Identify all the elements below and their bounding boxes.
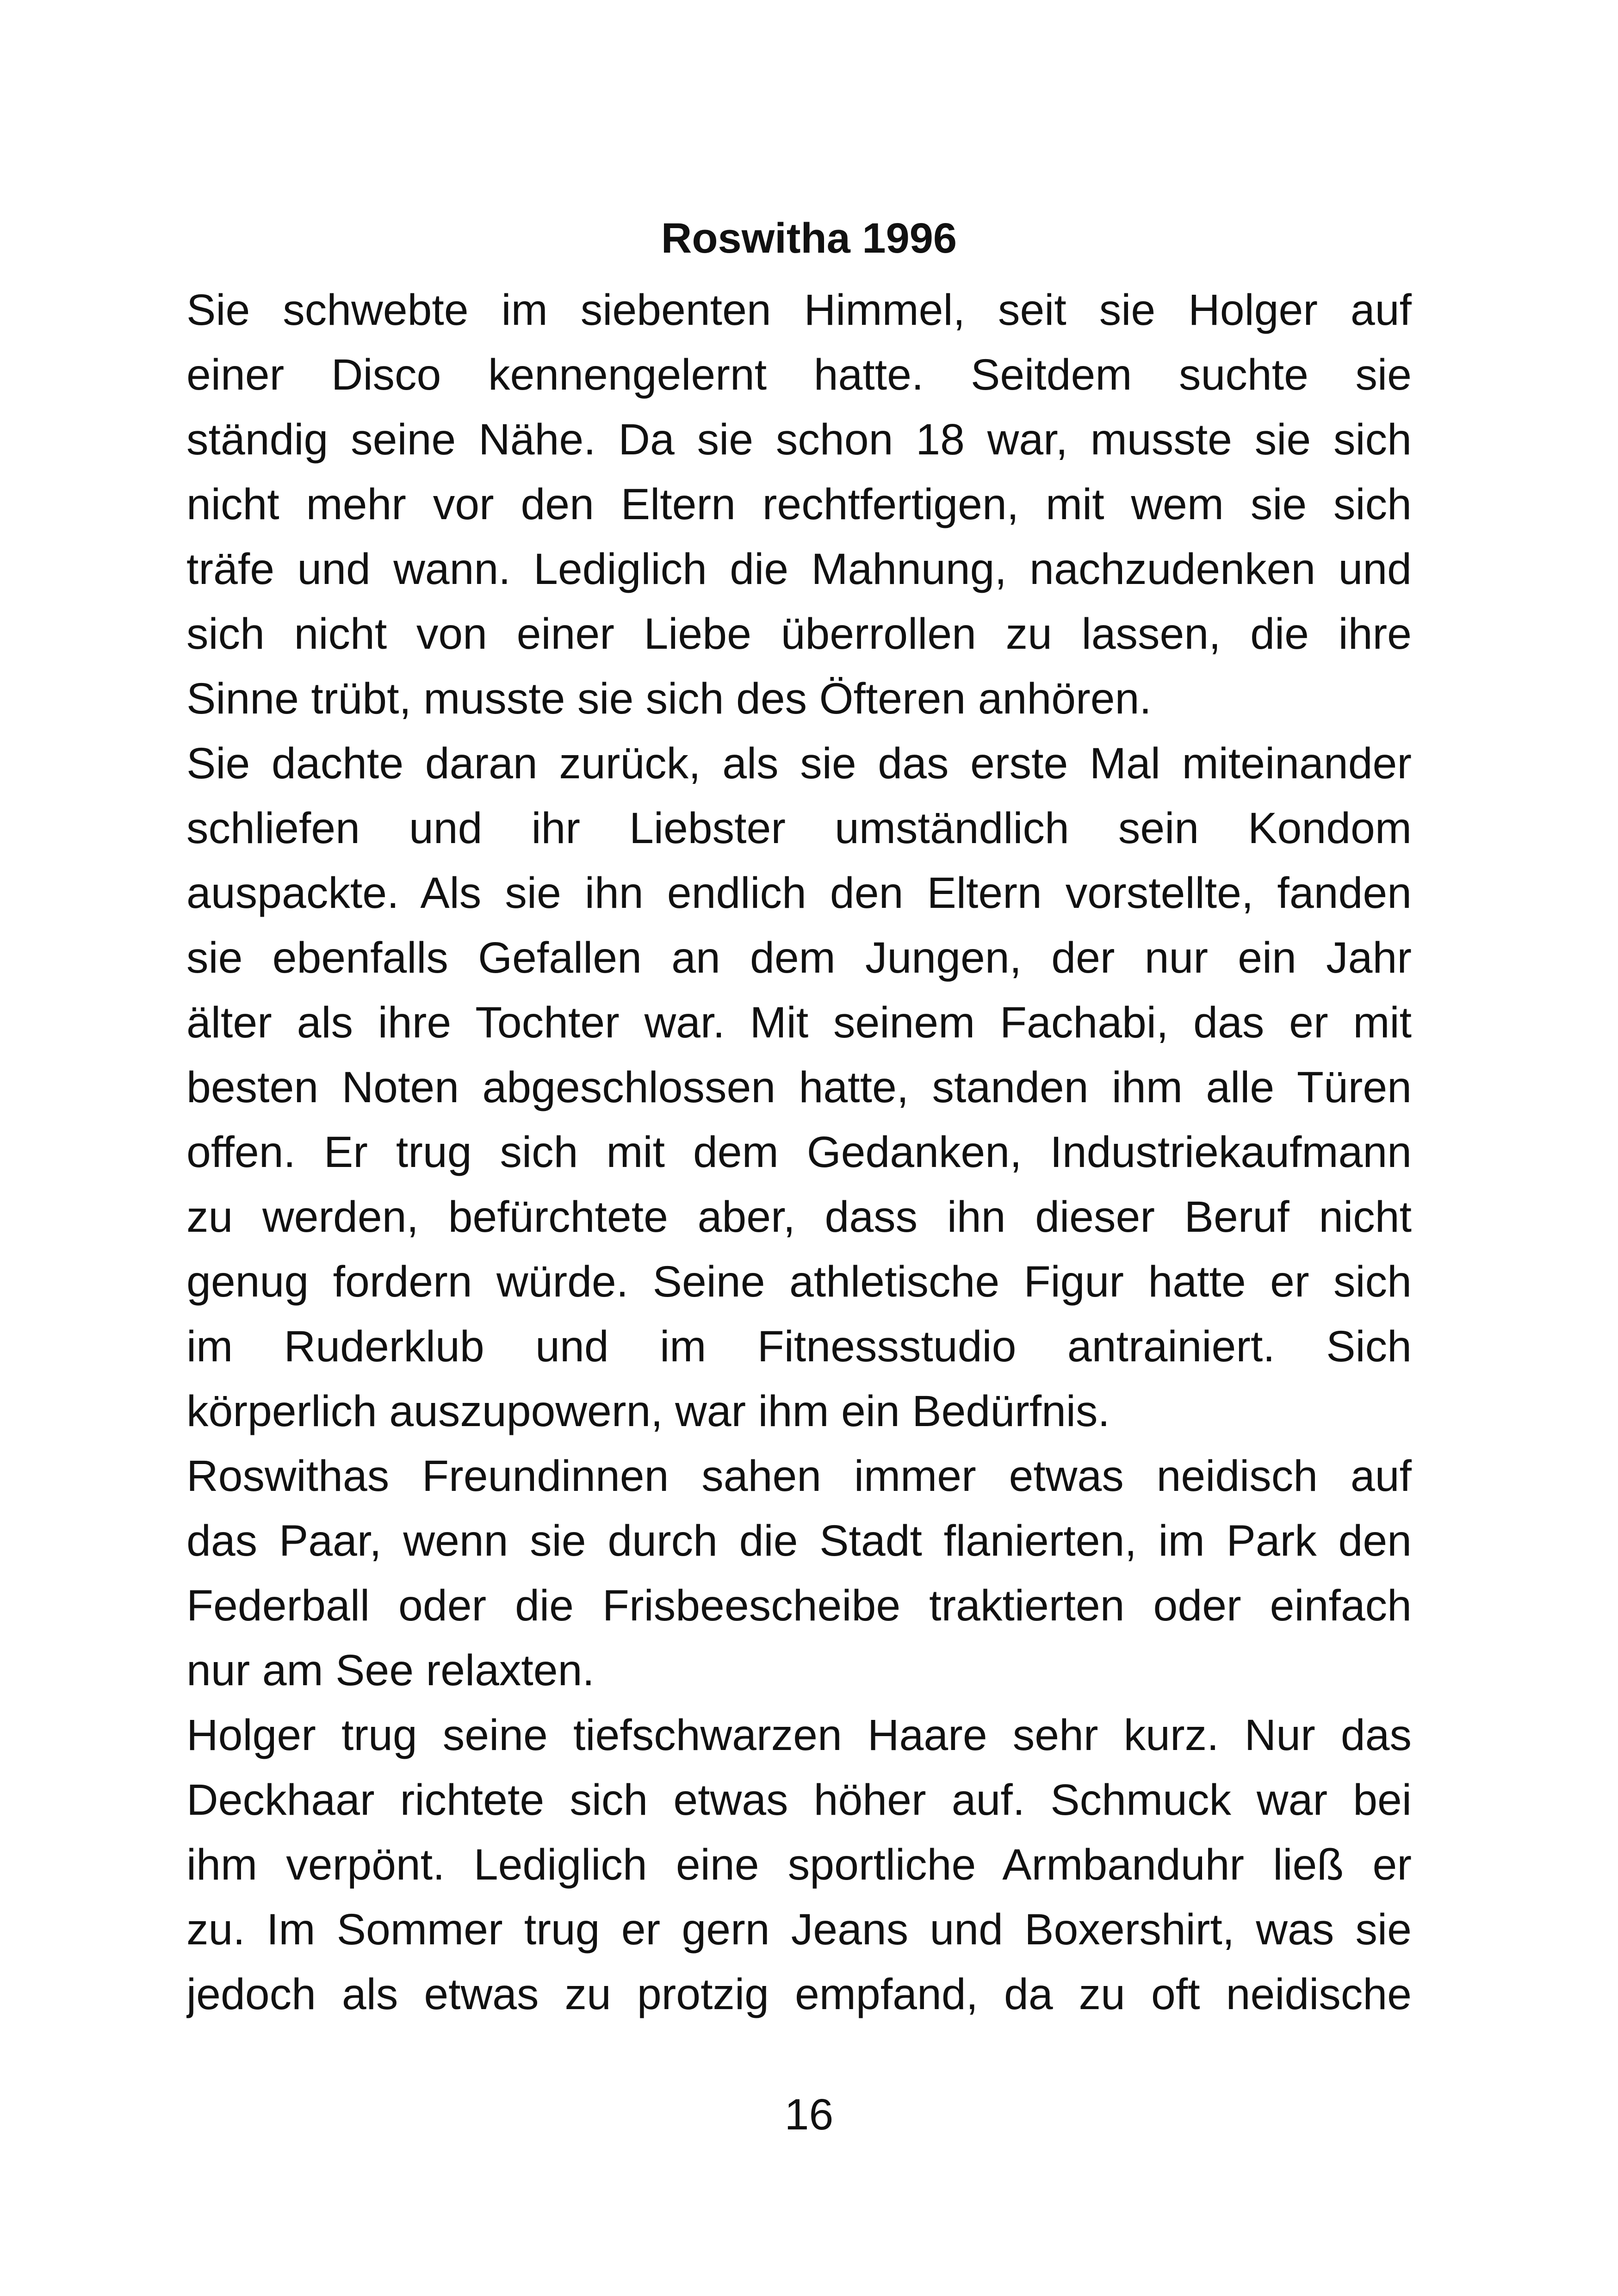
text-line: Sie schwebte im siebenten Himmel, seit sie Holger auf [186, 285, 1412, 335]
text-line: Holger trug seine tiefschwarzen Haare sehr kurz. Nur das [186, 1711, 1412, 1760]
text-line: sich nicht von einer Liebe überrollen zu lassen, die ihre [186, 609, 1412, 658]
text-line: Roswithas Freundinnen sahen immer etwas neidisch auf [186, 1452, 1412, 1501]
text-line: körperlich auszupowern, war ihm ein Bedürfnis. [186, 1387, 1110, 1436]
text-line: ständig seine Nähe. Da sie schon 18 war, musste sie sich [186, 415, 1412, 464]
text-line: genug fordern würde. Seine athletische Figur hatte er sich [186, 1257, 1412, 1306]
text-line: im Ruderklub und im Fitnessstudio antrainiert. Sich [186, 1322, 1412, 1371]
text-line: jedoch als etwas zu protzig empfand, da zu oft neidische [186, 1970, 1412, 2019]
text-line: Deckhaar richtete sich etwas höher auf. Schmuck war bei [186, 1775, 1412, 1824]
text-line: Federball oder die Frisbeescheibe traktierten oder einfach [186, 1581, 1412, 1630]
text-line: einer Disco kennengelernt hatte. Seitdem suchte sie [186, 350, 1412, 399]
text-line: älter als ihre Tochter war. Mit seinem Fachabi, das er mit [186, 998, 1412, 1047]
text-line: zu werden, befürchtete aber, dass ihn dieser Beruf nicht [186, 1192, 1412, 1241]
text-line: ihm verpönt. Lediglich eine sportliche Armbanduhr ließ er [186, 1840, 1412, 1889]
chapter-title: Roswitha 1996 [661, 215, 957, 262]
text-line: schliefen und ihr Liebster umständlich sein Kondom [186, 804, 1412, 853]
text-line: offen. Er trug sich mit dem Gedanken, Industriekaufmann [186, 1128, 1412, 1177]
text-line: nicht mehr vor den Eltern rechtfertigen, mit wem sie sich [186, 480, 1412, 529]
page-number: 16 [784, 2090, 834, 2139]
text-line: besten Noten abgeschlossen hatte, standen ihm alle Türen [186, 1063, 1412, 1112]
text-line: Sie dachte daran zurück, als sie das erste Mal miteinander [186, 739, 1412, 788]
text-line: das Paar, wenn sie durch die Stadt flanierten, im Park den [186, 1516, 1412, 1565]
text-line: nur am See relaxten. [186, 1646, 595, 1695]
text-line: Sinne trübt, musste sie sich des Öfteren anhören. [186, 674, 1152, 723]
chapter-body [186, 278, 1412, 2027]
text-line: zu. Im Sommer trug er gern Jeans und Boxershirt, was sie [186, 1905, 1412, 1954]
text-line: auspackte. Als sie ihn endlich den Eltern vorstellte, fanden [186, 869, 1412, 918]
text-line: sie ebenfalls Gefallen an dem Jungen, der nur ein Jahr [186, 933, 1412, 982]
text-line: träfe und wann. Lediglich die Mahnung, nachzudenken und [186, 545, 1412, 594]
